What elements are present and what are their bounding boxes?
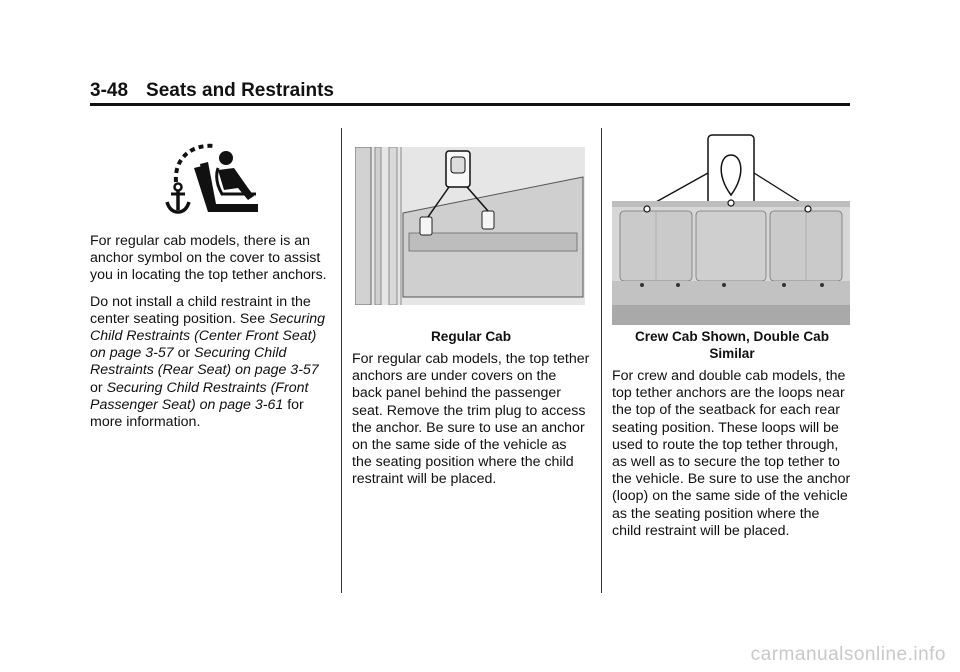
paragraph-with-references: Do not install a child restraint in the center seating position. See Securing Child Restraints (Center Front Seat) on page 3-57 or Securing Child Restraints (Rear Seat) on page 3-57 or Securing Child Restraints (Front Passenger Seat) on page 3-61 for more information. [90,293,326,431]
paragraph: For crew and double cab models, the top tether anchors are the loops near the top of the seatback for each rear seating position. These loops will be used to route the top tether through, as well as to secure the top tether to the vehicle. Be sure to use the anchor (loop) on the same side of the vehicle as the seating position where the child restraint will be placed. [612,368,851,539]
watermark: carmanualsonline.info [750,644,946,665]
paragraph: For regular cab models, there is an anchor symbol on the cover to assist you in locating the top tether anchors. [90,233,327,284]
page-number: 3-48 [90,80,129,101]
regular-cab-back-panel-illustration [355,147,585,305]
figure-caption: Crew Cab Shown, Double Cab Similar [634,329,830,361]
header-rule [90,103,850,106]
column-divider-1 [341,128,342,593]
cross-reference-link[interactable]: Securing Child Restraints (Front Passenger Seat) on page 3-61 [90,379,309,413]
crew-cab-rear-seat-illustration [612,133,850,325]
page-header [90,80,334,102]
cross-reference-link[interactable]: Securing Child Restraints (Rear Seat) on page 3-57 [90,345,319,379]
figure-caption: Regular Cab [430,329,512,344]
column-divider-2 [601,128,602,593]
tether-anchor-symbol-icon [164,138,264,218]
column-2 [352,328,590,498]
section-title: Seats and Restraints [146,80,334,101]
column-3 [612,328,852,549]
paragraph: For regular cab models, the top tether anchors are under covers on the back panel behind the passenger seat. Remove the trim plug to access the anchor. Be sure to use an anchor on the same side of the vehicle as the seating position where the child restraint will be placed. [352,351,590,488]
column-1 [90,233,330,440]
cross-reference-link[interactable]: Securing Child Restraints (Center Front Seat) on page 3-57 [90,310,326,362]
